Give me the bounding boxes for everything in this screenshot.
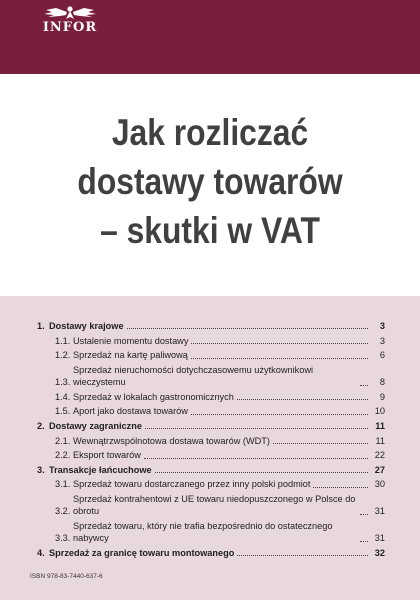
toc-row <box>37 478 385 490</box>
toc-row <box>37 464 385 476</box>
toc-label: Aport jako dostawa towarów <box>73 406 188 417</box>
toc-row <box>37 493 385 518</box>
toc-label: Eksport towarów <box>73 450 141 461</box>
toc-row <box>37 335 385 347</box>
toc-page-number: 8 <box>379 377 385 388</box>
toc-label: Dostawy krajowe <box>49 321 124 331</box>
toc-number: 1.5. <box>55 406 71 417</box>
toc-leader-dots <box>155 472 368 473</box>
toc-row <box>37 391 385 403</box>
toc-leader-dots <box>360 385 368 386</box>
toc-page-number: 30 <box>374 479 385 490</box>
toc-row <box>37 547 385 559</box>
toc-label: Sprzedaż towaru dostarczanego przez inny polski podmiot <box>73 479 311 490</box>
toc-label: Sprzedaż towaru, który nie trafia bezpośrednio do ostatecznego nabywcy <box>73 520 333 544</box>
toc-number: 3.3. <box>55 533 71 544</box>
toc-row <box>37 349 385 361</box>
toc-number: 3. <box>37 464 45 475</box>
toc-leader-dots <box>360 514 368 515</box>
toc-row <box>37 420 385 432</box>
logo-wordmark: INFOR <box>42 20 98 35</box>
top-band <box>0 0 420 74</box>
toc-leader-dots <box>273 443 368 444</box>
table-of-contents-panel <box>0 296 420 600</box>
toc-leader-dots <box>127 328 368 329</box>
toc-page-number: 31 <box>374 533 385 544</box>
title-line-2: dostawy towarów <box>77 161 343 202</box>
title-line-3: – skutki w VAT <box>100 210 320 251</box>
isbn: ISBN 978-83-7440-637-6 <box>30 573 103 580</box>
toc-leader-dots <box>191 343 368 344</box>
toc-label: Ustalenie momentu dostawy <box>73 335 189 346</box>
toc-number: 4. <box>37 547 45 558</box>
toc-page-number: 11 <box>375 420 385 431</box>
toc-page-number: 31 <box>374 506 385 517</box>
toc-row <box>37 435 385 447</box>
toc-label: Sprzedaż nieruchomości dotychczasowemu użytkownikowi wieczystemu <box>73 364 314 388</box>
toc-page-number: 6 <box>379 350 385 361</box>
toc-number: 3.2. <box>55 506 71 517</box>
toc-row <box>37 405 385 417</box>
toc-label: Wewnątrzwspólnotowa dostawa towarów (WDT) <box>73 435 270 446</box>
toc-row <box>37 520 385 545</box>
toc-number: 1.2. <box>55 350 71 361</box>
toc-number: 1. <box>37 321 45 331</box>
toc-leader-dots <box>191 414 368 415</box>
toc-leader-dots <box>144 458 368 459</box>
title-area <box>0 74 420 296</box>
toc-label: Transakcje łańcuchowe <box>49 464 152 475</box>
toc-page-number: 10 <box>374 406 385 417</box>
toc-page-number: 22 <box>374 450 385 461</box>
toc-leader-dots <box>313 487 368 488</box>
toc-row <box>37 449 385 461</box>
toc-label: Dostawy zagraniczne <box>49 420 142 431</box>
toc-number: 1.4. <box>55 391 71 402</box>
toc-label: Sprzedaż na kartę paliwową <box>73 350 188 361</box>
toc-number: 1.3. <box>55 377 71 388</box>
toc-number: 3.1. <box>55 479 71 490</box>
toc-page-number: 9 <box>379 391 385 402</box>
toc-row <box>37 364 385 389</box>
toc-number: 2.1. <box>55 435 71 446</box>
toc-number: 2.2. <box>55 450 71 461</box>
toc-number: 1.1. <box>55 335 71 346</box>
publisher-logo <box>32 4 108 40</box>
book-title <box>29 108 390 255</box>
toc-number: 2. <box>37 420 45 431</box>
toc-leader-dots <box>191 358 368 359</box>
toc-leader-dots <box>237 555 368 556</box>
title-line-1: Jak rozliczać <box>111 112 309 153</box>
toc-leader-dots <box>237 399 368 400</box>
toc-row <box>37 320 385 332</box>
toc-leader-dots <box>145 428 368 429</box>
toc-page-number: 3 <box>379 335 385 346</box>
toc-label: Sprzedaż za granicę towaru montowanego <box>49 547 235 558</box>
toc-page-number: 3 <box>379 321 385 331</box>
toc-page-number: 27 <box>374 464 385 475</box>
table-of-contents <box>37 320 385 562</box>
toc-page-number: 11 <box>375 435 385 446</box>
toc-leader-dots <box>360 541 368 542</box>
toc-page-number: 32 <box>374 547 385 558</box>
toc-label: Sprzedaż kontrahentowi z UE towaru niedopuszczonego w Polsce do obrotu <box>73 493 356 517</box>
toc-label: Sprzedaż w lokalach gastronomicznych <box>73 391 234 402</box>
